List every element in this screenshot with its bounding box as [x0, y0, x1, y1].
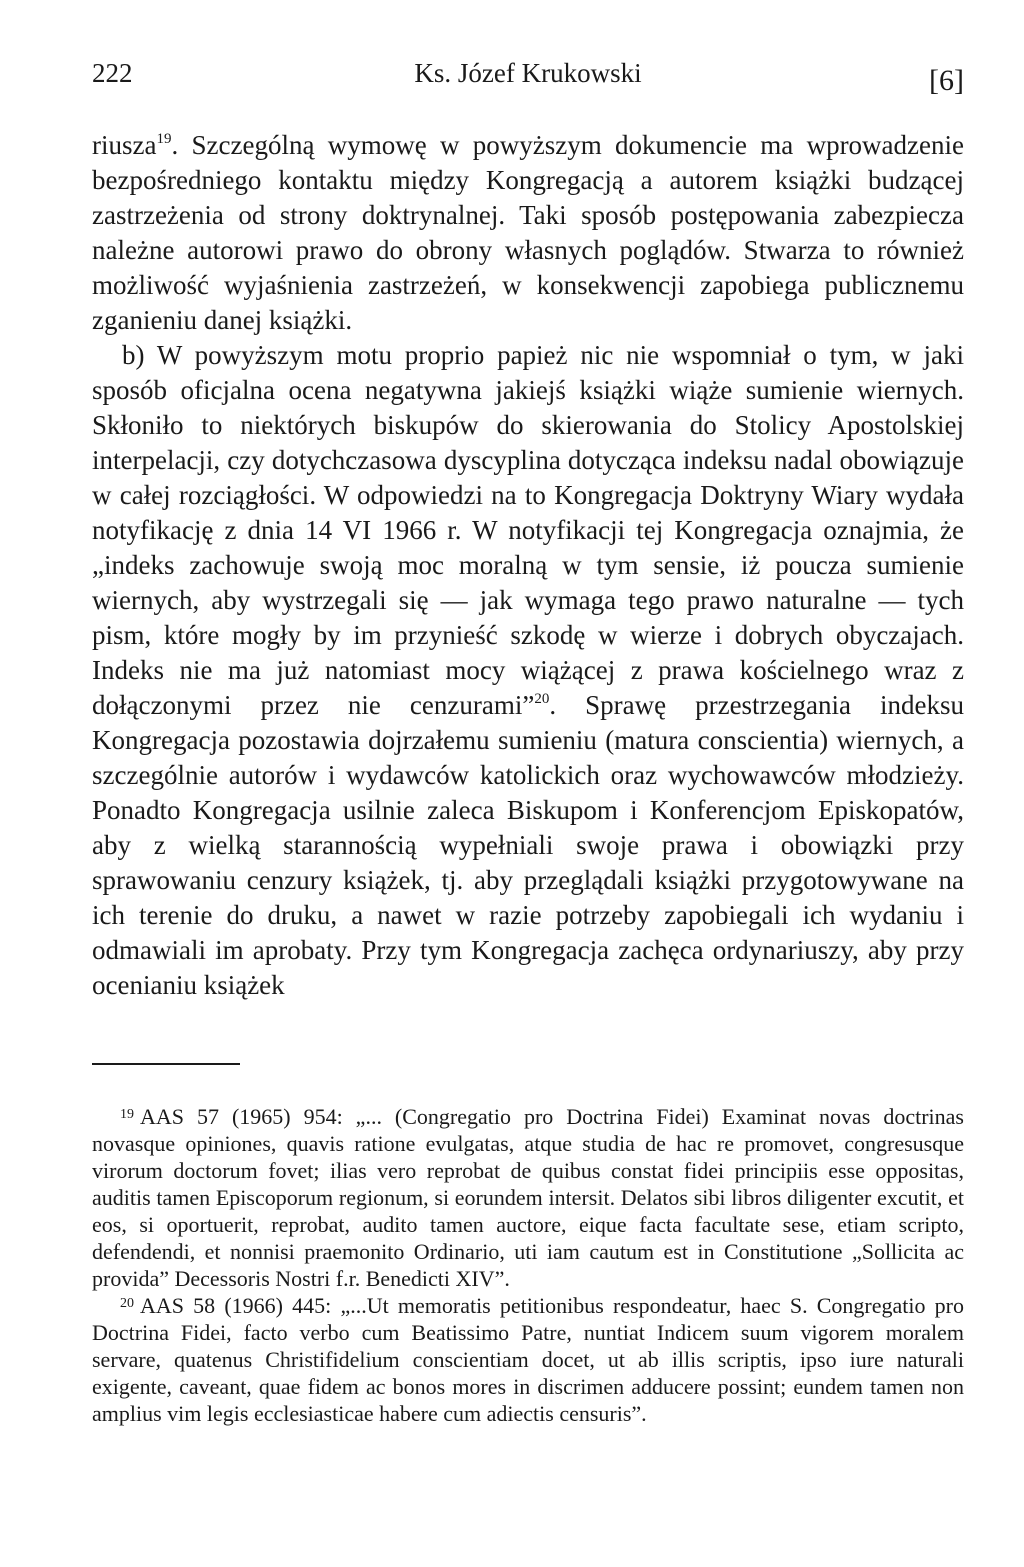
body-text — [92, 128, 964, 1003]
footnote-text: AAS 57 (1965) 954: „... (Congregatio pro Doctrina Fidei) Examinat novas doctrinas novasque opiniones, quavis ratione evulgatas, atque studia de hac re promovet, congresusque virorum doctorum fovet; ilias vero reprobat de quibus constat fidei principiis esse oppositas, auditis tamen Episcoporum regionum, si eorundem intersit. Delatos sibi libros diligenter excutit, et eos, si oportuerit, reprobat, audito tamen auctore, eique facta facultate sese, etiam scripto, defendendi, et nonnisi praemonito Ordinario, uti iam cautum est in Constitutione „Sollicita ac provida” Decessoris Nostri f.r. Benedicti XIV”. — [92, 1104, 964, 1291]
footnote-number: 19 — [120, 1107, 134, 1122]
paragraph-1-start: riusza — [92, 130, 157, 160]
paragraph-2-rest: . Sprawę przestrzegania indeksu Kongregacja pozostawia dojrzałemu sumieniu (matura conscientia) wiernych, a szczególnie autorów i wydawców katolickich oraz wychowawców młodzieży. Ponadto Kongregacja usilnie zaleca Biskupom i Konferencjom Episkopatów, aby z wielką starannością wypełniali swoje prawa i obowiązki przy sprawowaniu cenzury książek, tj. aby przeglądali książki przygotowywane na ich terenie do druku, a nawet w razie potrzeby zapobiegali ich wydaniu i odmawiali im aprobaty. Przy tym Kongregacja zachęca ordynariuszy, aby przy ocenianiu książek — [92, 690, 964, 1000]
paragraph-2-start: b) W powyższym motu proprio papież nic nie wspomniał o tym, w jaki sposób oficjalna ocena negatywna jakiejś książki wiąże sumienie wiernych. Skłoniło to niektórych biskupów do skierowania do Stolicy Apostolskiej interpelacji, czy dotychczasowa dyscyplina dotycząca indeksu nadal obowiązuje w całej rozciągłości. W odpowiedzi na to Kongregacja Doktryny Wiary wydała notyfikację z dnia 14 VI 1966 r. W notyfikacji tej Kongregacja oznajmia, że „indeks zachowuje swoją moc moralną w tym sensie, iż poucza sumienie wiernych, aby wystrzegali się — jak wymaga tego prawo naturalne — tych pism, które mogły by im przynieść szkodę w wierze i dobrych obyczajach. Indeks nie ma już natomiast mocy wiążącej z prawa kościelnego wraz z dołączonymi przez nie cenzurami” — [92, 340, 964, 720]
paragraph-1-rest: . Szczególną wymowę w powyższym dokumencie ma wprowadzenie bezpośredniego kontaktu między Kongregacją a autorem książki budzącej zastrzeżenia od strony doktrynalnej. Taki sposób postępowania zabezpiecza należne autorowi prawo do obrony własnych poglądów. Stwarza to również możliwość wyjaśnienia zastrzeżeń, w konsekwencji zapobiega publicznemu zganieniu danej książki. — [92, 130, 964, 335]
document-page — [92, 46, 964, 1427]
footnote-number: 20 — [120, 1296, 134, 1311]
footnote-20 — [92, 1292, 964, 1427]
footnote-ref-20: 20 — [534, 691, 550, 707]
paragraph-1 — [92, 128, 964, 338]
page-number: 222 — [92, 58, 133, 88]
footnote-text: AAS 58 (1966) 445: „...Ut memoratis petitionibus respondeatur, haec S. Congregatio pro Doctrina Fidei, facto verbo cum Beatissimo Patre, nuntiat Indicem suum vigorem moralem servare, quatenus Christifidelium conscientiam docet, ut ab illis scriptis, ipso iure naturali exigente, caveant, quae fidem ac bonos mores in discrimen adducere possint; eundem tamen non amplius vim legis ecclesiasticae habere cum adiectis censuris”. — [92, 1293, 964, 1426]
running-head — [92, 46, 964, 98]
section-number: [6] — [929, 64, 964, 97]
footnote-divider — [92, 1063, 240, 1065]
paragraph-2 — [92, 338, 964, 1003]
footnote-19 — [92, 1103, 964, 1292]
running-head-author: Ks. Józef Krukowski — [414, 58, 642, 88]
footnote-ref-19: 19 — [156, 131, 172, 147]
footnotes — [92, 1103, 964, 1427]
